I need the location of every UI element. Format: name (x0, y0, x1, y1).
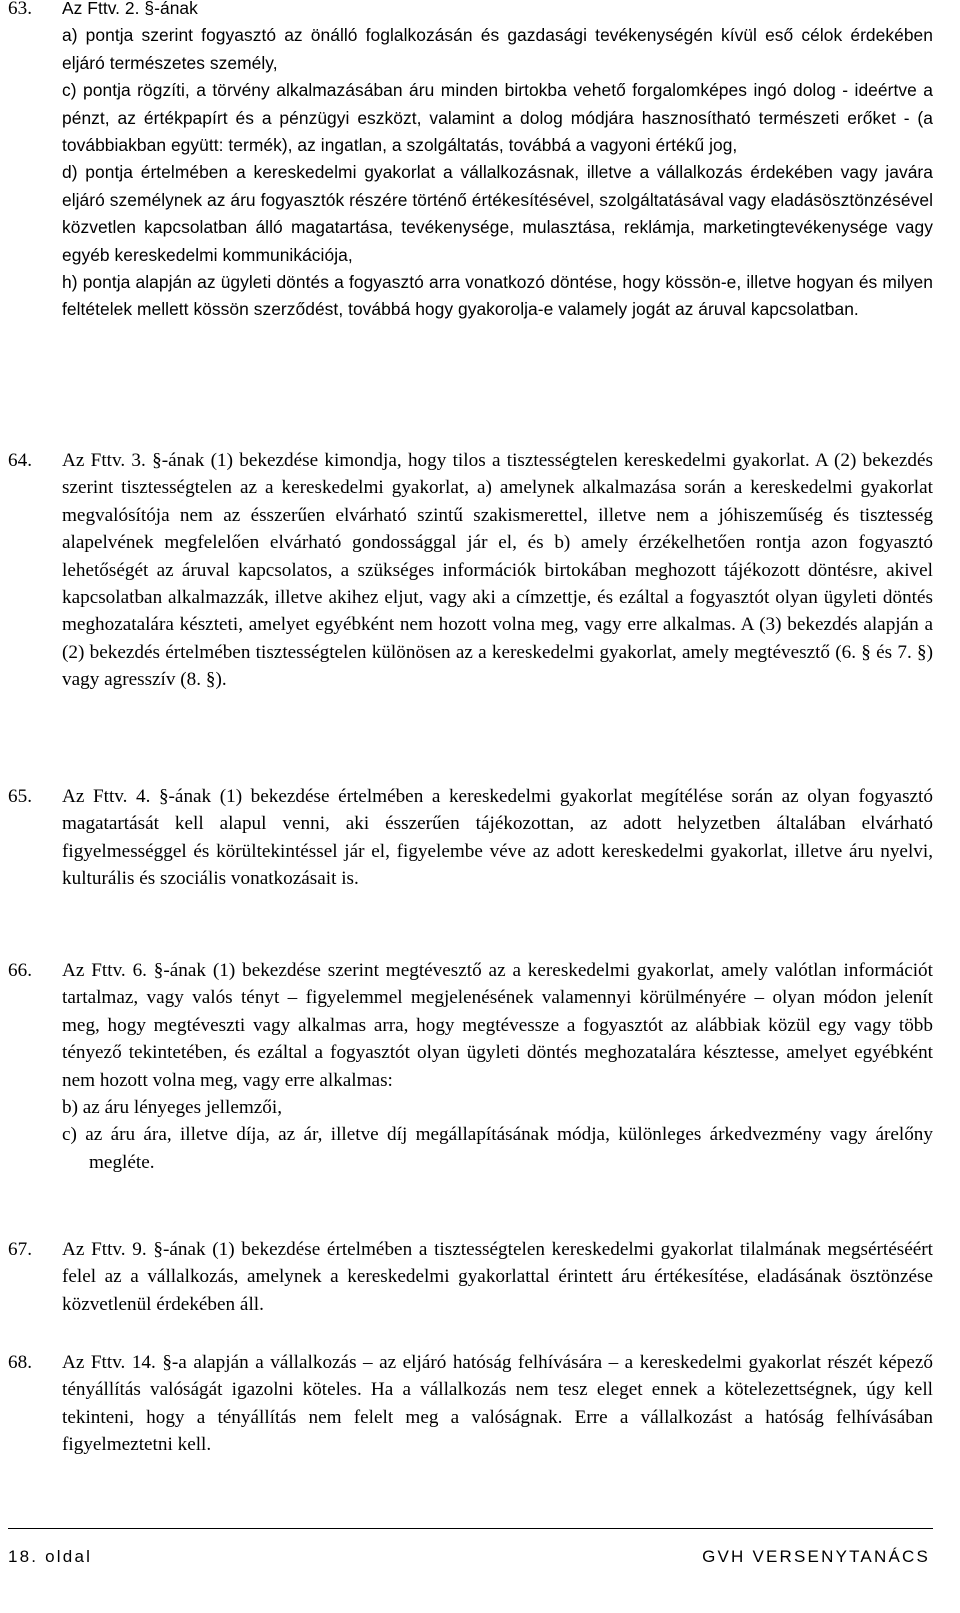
point-c: c) pontja rögzíti, a törvény alkalmazásában áru minden birtokba vehető forgalomképes ingó dolog - ideértve a pénzt, az értékpapírt és a pénzügyi eszközt, valamint a dolog módjára hasznosítható természeti erőket - (a továbbiakban együtt: termék), az ingatlan, a szolgáltatás, továbbá a vagyoni értékű jog, (62, 80, 933, 156)
paragraph-text: Az Fttv. 6. §-ának (1) bekezdése szerint megtévesztő az a kereskedelmi gyakorlat, amely valótlan információt tartalmaz, vagy valós tényt – figyelemmel megjelenésének valamennyi körülményére – olyan módon jelenít meg, hogy megtéveszti vagy alkalmas arra, hogy megtévessze a fogyasztót az alábbiak közül egy vagy több tényező tekintetében, és ezáltal a fogyasztót olyan ügyleti döntés meghozatalára késztesse, amelyet egyébként nem hozott volna meg, vagy erre alkalmas: (62, 960, 933, 1091)
paragraph-number: 63. (8, 0, 32, 19)
paragraph-body (62, 783, 933, 893)
paragraph-text: Az Fttv. 14. §-a alapján a vállalkozás – az eljáró hatóság felhívására – a kereskedelmi gyakorlat részét képező tényállítás valóságát igazolni köteles. Ha a vállalkozás nem tesz eleget ennek a kötelezettségnek, úgy kell tekinteni, hogy a tényállítás nem felelt meg a valóságnak. Erre a vállalkozást a hatóság felhívásában figyelmeztetni kell. (62, 1352, 933, 1456)
paragraph-number: 64. (8, 450, 32, 471)
paragraph-text: Az Fttv. 4. §-ának (1) bekezdése értelmében a kereskedelmi gyakorlat megítélése során az olyan fogyasztó magatartását kell alapul venni, aki ésszerűen tájékozottan, az adott helyzetben általában elvárható figyelmességgel és körültekintéssel jár el, figyelembe véve az adott kereskedelmi gyakorlat, illetve áru nyelvi, kulturális és szociális vonatkozásait is. (62, 786, 933, 890)
paragraph-67 (8, 1236, 933, 1318)
paragraph-text: Az Fttv. 3. §-ának (1) bekezdése kimondja, hogy tilos a tisztességtelen kereskedelmi gyakorlat. A (2) bekezdés szerint tisztességtelen az a kereskedelmi gyakorlat, a) amelynek alkalmazása során a kereskedelmi gyakorlat megvalósítója nem az ésszerűen elvárható szintű szakismerettel, illetve nem a jóhiszeműség és tisztesség alapelvének megfelelően elvárható gondossággal jár el, és b) amely érzékelhetően rontja azon fogyasztó lehetőségét az áruval kapcsolatos, a szükséges információk birtokában meghozott tájékozott döntésre, akivel kapcsolatban alkalmazzák, illetve akihez eljut, vagy aki a címzettje, és ezáltal a fogyasztót olyan ügyleti döntés meghozatalára készteti, amelyet egyébként nem hozott volna meg, vagy erre alkalmas. A (3) bekezdés alapján a (2) bekezdés értelmében tisztességtelen különösen az a kereskedelmi gyakorlat, amely megtévesztő (6. § és 7. §) vagy agresszív (8. §). (62, 450, 933, 691)
paragraph-body (62, 1349, 933, 1459)
point-c: c) az áru ára, illetve díja, az ár, illetve díj megállapításának módja, különleges árkedvezmény vagy árelőny megléte. (62, 1124, 933, 1173)
footer-organization: GVH VERSENYTANÁCS (702, 1547, 930, 1566)
paragraph-number: 65. (8, 786, 32, 807)
paragraph-66 (8, 957, 933, 1176)
paragraph-body (62, 0, 933, 324)
point-a: a) pontja szerint fogyasztó az önálló foglalkozásán és gazdasági tevékenységén kívül eső célok érdekében eljáró természetes személy, (62, 25, 933, 73)
paragraph-body (62, 957, 933, 1176)
point-b: b) az áru lényeges jellemzői, (62, 1097, 283, 1119)
paragraph-body (62, 447, 933, 694)
paragraph-64 (8, 447, 933, 694)
paragraph-text: Az Fttv. 9. §-ának (1) bekezdése értelmében a tisztességtelen kereskedelmi gyakorlat tilalmának megsértéséért felel az a vállalkozás, amelynek a kereskedelmi gyakorlattal érintett áru értékesítése, eladásának ösztönzése közvetlenül érdekében áll. (62, 1239, 933, 1315)
page-number: 18. oldal (8, 1547, 93, 1566)
point-d: d) pontja értelmében a kereskedelmi gyakorlat a vállalkozásnak, illetve a vállalkozás érdekében vagy javára eljáró személynek az áru fogyasztók részére történő értékesítésével, szolgáltatásával vagy eladásösztönzésével közvetlen kapcsolatban álló magatartása, tevékenysége, mulasztása, reklámja, marketingtevékenysége vagy egyéb kereskedelmi kommunikációja, (62, 162, 933, 265)
paragraph-number: 66. (8, 960, 32, 981)
paragraph-number: 68. (8, 1352, 32, 1373)
point-h: h) pontja alapján az ügyleti döntés a fogyasztó arra vonatkozó döntése, hogy kössön-e, illetve hogyan és milyen feltételek mellett kössön szerződést, továbbá hogy gyakorolja-e valamely jogát az áruval kapcsolatban. (62, 272, 933, 320)
paragraph-65 (8, 783, 933, 893)
paragraph-body (62, 1236, 933, 1318)
paragraph-63 (8, 0, 933, 324)
paragraph-intro: Az Fttv. 2. §-ának (62, 0, 198, 18)
footer-rule (8, 1528, 933, 1529)
paragraph-68 (8, 1349, 933, 1459)
paragraph-number: 67. (8, 1239, 32, 1260)
